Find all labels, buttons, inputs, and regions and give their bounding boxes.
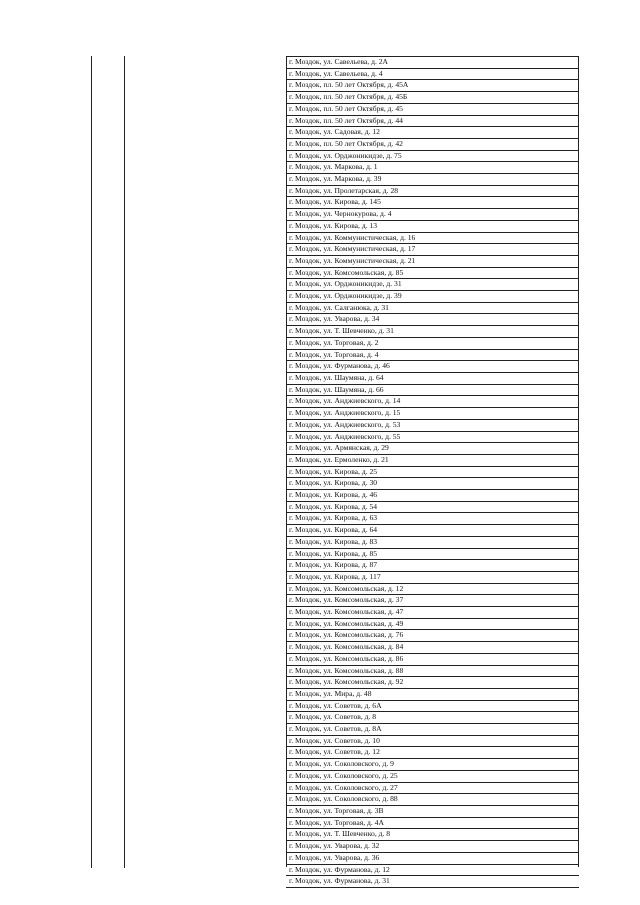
address-cell: г. Моздок, ул. Комсомольская, д. 76 [286,630,579,642]
address-cell: г. Моздок, ул. Торговая, д. 2 [286,337,579,349]
address-cell: г. Моздок, пл. 50 лет Октября, д. 45 [286,103,579,115]
address-cell: г. Моздок, ул. Комсомольская, д. 88 [286,665,579,677]
address-cell: г. Моздок, ул. Т. Шевченко, д. 31 [286,326,579,338]
address-cell: г. Моздок, ул. Маркова, д. 39 [286,174,579,186]
address-cell: г. Моздок, ул. Соколовского, д. 25 [286,770,579,782]
table-row [286,525,579,537]
table-row [286,162,579,174]
address-cell: г. Моздок, ул. Советов, д. 12 [286,747,579,759]
table-row [286,735,579,747]
address-cell: г. Моздок, ул. Шаумяна, д. 64 [286,372,579,384]
address-cell: г. Моздок, ул. Комсомольская, д. 37 [286,595,579,607]
table-row [286,150,579,162]
address-cell: г. Моздок, ул. Кирова, д. 25 [286,466,579,478]
address-cell: г. Моздок, ул. Уварова, д. 36 [286,852,579,864]
address-cell: г. Моздок, ул. Комсомольская, д. 86 [286,653,579,665]
address-cell: г. Моздок, ул. Мира, д. 48 [286,688,579,700]
table-row [286,653,579,665]
table-row [286,700,579,712]
table-row [286,291,579,303]
address-cell: г. Моздок, ул. Уварова, д. 32 [286,841,579,853]
address-cell: г. Моздок, ул. Кирова, д. 13 [286,220,579,232]
table-row [286,138,579,150]
table-row [286,267,579,279]
table-row [286,408,579,420]
address-cell: г. Моздок, пл. 50 лет Октября, д. 42 [286,138,579,150]
address-cell: г. Моздок, ул. Фурманова, д. 12 [286,864,579,876]
table-row [286,127,579,139]
address-cell: г. Моздок, пл. 50 лет Октября, д. 44 [286,115,579,127]
table-row [286,279,579,291]
table-row [286,396,579,408]
address-cell: г. Моздок, ул. Ермоленко, д. 21 [286,454,579,466]
address-cell: г. Моздок, ул. Орджоникидзе, д. 39 [286,291,579,303]
table-row [286,419,579,431]
table-row [286,255,579,267]
table-row [286,314,579,326]
table-row [286,864,579,876]
address-cell: г. Моздок, ул. Савельева, д. 2А [286,57,579,69]
address-cell: г. Моздок, ул. Торговая, д. 3В [286,806,579,818]
address-cell: г. Моздок, ул. Орджоникидзе, д. 75 [286,150,579,162]
address-cell: г. Моздок, ул. Соколовского, д. 88 [286,794,579,806]
address-cell: г. Моздок, ул. Комсомольская, д. 12 [286,583,579,595]
address-cell: г. Моздок, ул. Кирова, д. 46 [286,490,579,502]
table-row [286,220,579,232]
address-cell: г. Моздок, ул. Кирова, д. 145 [286,197,579,209]
table-row [286,185,579,197]
table-row [286,642,579,654]
address-cell: г. Моздок, ул. Пролетарская, д. 28 [286,185,579,197]
address-cell: г. Моздок, ул. Садовая, д. 12 [286,127,579,139]
table-row [286,841,579,853]
table-row [286,361,579,373]
address-cell: г. Моздок, ул. Кирова, д. 117 [286,571,579,583]
table-row [286,174,579,186]
table-row [286,372,579,384]
address-cell: г. Моздок, ул. Уварова, д. 34 [286,314,579,326]
table-row [286,115,579,127]
address-cell: г. Моздок, ул. Советов, д. 10 [286,735,579,747]
address-cell: г. Моздок, ул. Соколовского, д. 9 [286,759,579,771]
address-cell: г. Моздок, ул. Анджиевского, д. 15 [286,408,579,420]
address-cell: г. Моздок, ул. Анджиевского, д. 55 [286,431,579,443]
address-cell: г. Моздок, пл. 50 лет Октября, д. 45Б [286,92,579,104]
table-row [286,384,579,396]
table-row [286,443,579,455]
table-row [286,571,579,583]
address-table [286,56,579,888]
address-cell: г. Моздок, ул. Анджиевского, д. 14 [286,396,579,408]
address-cell: г. Моздок, ул. Орджоникидзе, д. 31 [286,279,579,291]
table-row [286,103,579,115]
table-row [286,244,579,256]
address-cell: г. Моздок, ул. Кирова, д. 85 [286,548,579,560]
table-column-divider-left [91,56,92,868]
table-row [286,817,579,829]
table-row [286,583,579,595]
table-row [286,68,579,80]
table-row [286,829,579,841]
address-cell: г. Моздок, ул. Комсомольская, д. 49 [286,618,579,630]
table-row [286,794,579,806]
address-cell: г. Моздок, ул. Маркова, д. 1 [286,162,579,174]
table-row [286,852,579,864]
table-row [286,806,579,818]
table-row [286,759,579,771]
address-cell: г. Моздок, ул. Кирова, д. 64 [286,525,579,537]
table-row [286,197,579,209]
table-row [286,724,579,736]
table-row [286,337,579,349]
table-row [286,80,579,92]
table-row [286,712,579,724]
address-cell: г. Моздок, ул. Кирова, д. 30 [286,478,579,490]
table-row [286,536,579,548]
table-row [286,677,579,689]
table-row [286,466,579,478]
table-column-divider-middle [124,56,125,868]
address-cell: г. Моздок, ул. Торговая, д. 4 [286,349,579,361]
address-cell: г. Моздок, ул. Комсомольская, д. 84 [286,642,579,654]
address-cell: г. Моздок, ул. Т. Шевченко, д. 8 [286,829,579,841]
table-row [286,607,579,619]
table-row [286,209,579,221]
address-cell: г. Моздок, ул. Анджиевского, д. 53 [286,419,579,431]
table-row [286,548,579,560]
address-cell: г. Моздок, ул. Фурманова, д. 31 [286,876,579,888]
table-row [286,665,579,677]
address-cell: г. Моздок, ул. Советов, д. 6А [286,700,579,712]
address-cell: г. Моздок, ул. Коммунистическая, д. 17 [286,244,579,256]
table-row [286,57,579,69]
table-row [286,349,579,361]
address-cell: г. Моздок, ул. Фурманова, д. 46 [286,361,579,373]
table-row [286,560,579,572]
table-row [286,490,579,502]
address-cell: г. Моздок, ул. Кирова, д. 87 [286,560,579,572]
address-cell: г. Моздок, ул. Чернокурова, д. 4 [286,209,579,221]
address-cell: г. Моздок, ул. Коммунистическая, д. 16 [286,232,579,244]
address-cell: г. Моздок, ул. Савельева, д. 4 [286,68,579,80]
table-row [286,630,579,642]
table-row [286,595,579,607]
table-row [286,782,579,794]
table-row [286,618,579,630]
address-cell: г. Моздок, ул. Комсомольская, д. 47 [286,607,579,619]
table-row [286,302,579,314]
address-cell: г. Моздок, ул. Салганюка, д. 31 [286,302,579,314]
address-cell: г. Моздок, ул. Советов, д. 8А [286,724,579,736]
table-row [286,513,579,525]
address-cell: г. Моздок, пл. 50 лет Октября, д. 45А [286,80,579,92]
address-cell: г. Моздок, ул. Кирова, д. 54 [286,501,579,513]
address-cell: г. Моздок, ул. Армянская, д. 29 [286,443,579,455]
address-cell: г. Моздок, ул. Шаумяна, д. 66 [286,384,579,396]
address-cell: г. Моздок, ул. Комсомольская, д. 85 [286,267,579,279]
table-row [286,747,579,759]
table-row [286,688,579,700]
address-cell: г. Моздок, ул. Торговая, д. 4А [286,817,579,829]
table-row [286,478,579,490]
table-row [286,454,579,466]
table-row [286,431,579,443]
table-row [286,770,579,782]
table-row [286,876,579,888]
table-row [286,326,579,338]
address-cell: г. Моздок, ул. Кирова, д. 83 [286,536,579,548]
address-cell: г. Моздок, ул. Соколовского, д. 27 [286,782,579,794]
address-cell: г. Моздок, ул. Кирова, д. 63 [286,513,579,525]
address-cell: г. Моздок, ул. Советов, д. 8 [286,712,579,724]
address-table-body [286,57,579,888]
table-row [286,501,579,513]
address-cell: г. Моздок, ул. Коммунистическая, д. 21 [286,255,579,267]
table-row [286,232,579,244]
address-cell: г. Моздок, ул. Комсомольская, д. 92 [286,677,579,689]
table-row [286,92,579,104]
